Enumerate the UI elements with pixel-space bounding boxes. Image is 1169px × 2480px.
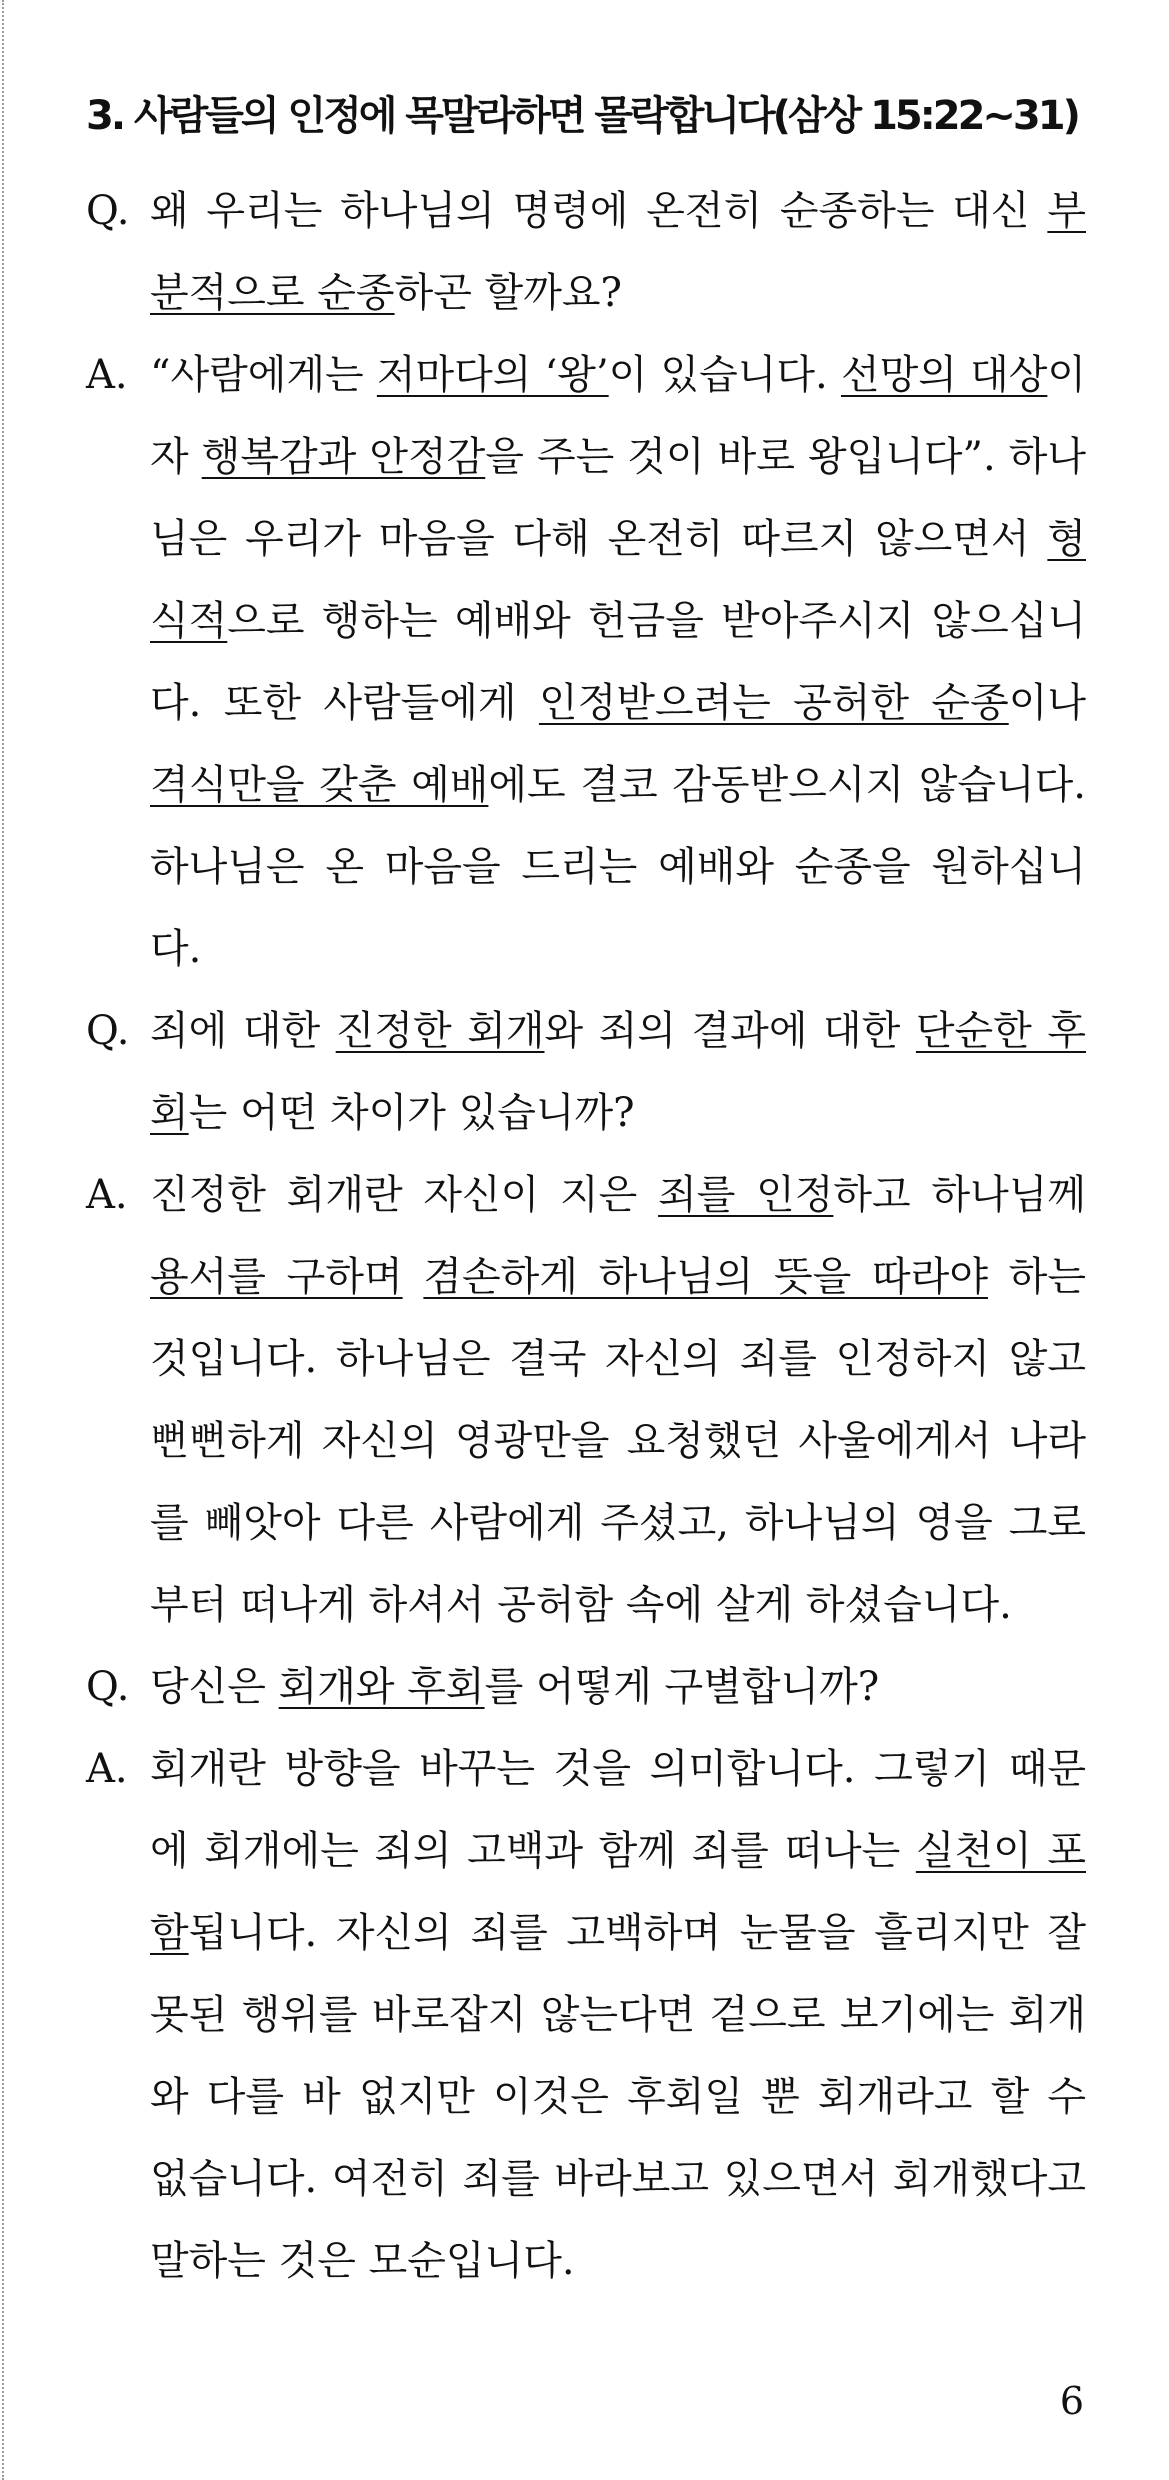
underlined-phrase: 인정받으려는 공허한 순종 [538,680,1009,726]
qa-paragraph [150,1154,1086,1646]
text-segment: 을 주는 것이 바로 왕입니다”. 하나님은 우리가 마음을 다해 온전히 따르지 않으면서 [150,434,1087,562]
qa-marker: Q. [86,1664,130,1710]
underlined-phrase: 행복감과 안정감 [201,434,486,480]
qa-item [86,170,1086,334]
qa-item [86,990,1086,1154]
text-segment: 회개란 방향을 바꾸는 것을 의미합니다. 그렇기 때문에 회개에는 죄의 고백과 함께 죄를 떠나는 [150,1746,1086,1874]
qa-marker: A. [86,352,128,398]
left-border-dotted-line [2,0,4,2480]
text-segment: 이나 [1008,680,1086,726]
underlined-phrase: 단순한 후회 [150,1008,1087,1136]
qa-paragraph [150,170,1086,334]
qa-paragraph [150,334,1086,990]
underlined-phrase: 부분적으로 순종 [150,188,1086,316]
text-segment: 를 어떻게 구별합니까? [484,1664,880,1710]
text-segment: 왜 우리는 하나님의 명령에 온전히 순종하는 대신 [150,188,1048,234]
text-segment [403,1254,424,1300]
underlined-phrase: 형식적 [150,516,1086,644]
qa-marker: Q. [86,188,130,234]
text-segment: 하고 하나님께 [833,1172,1087,1218]
text-segment: 진정한 회개란 자신이 지은 [150,1172,659,1218]
underlined-phrase: 저마다의 ‘왕’ [376,352,609,398]
underlined-phrase: 용서를 구하며 [150,1254,403,1300]
underlined-phrase: 죄를 인정 [658,1172,834,1218]
underlined-phrase: 격식만을 갖춘 예배 [150,762,489,808]
qa-paragraph [150,1728,1086,2302]
underlined-phrase: 회개와 후회 [278,1664,485,1710]
qa-paragraph [150,1646,1086,1728]
text-segment: 에도 결코 감동받으시지 않습니다. 하나님은 온 마음을 드리는 예배와 순종을 원하십니다. [150,762,1086,972]
qa-marker: Q. [86,1008,130,1054]
text-segment: 와 죄의 결과에 대한 [544,1008,916,1054]
qa-item [86,1154,1086,1646]
text-segment: “사람에게는 [150,352,377,398]
underlined-phrase: 진정한 회개 [335,1008,545,1054]
text-segment: 하는 것입니다. 하나님은 결국 자신의 죄를 인정하지 않고 뻔뻔하게 자신의 영광만을 요청했던 사울에게서 나라를 빼앗아 다른 사람에게 주셨고, 하나님의 영을 그로부터 떠나게 하셔서 공허함 속에 살게 하셨습니다. [150,1254,1087,1628]
qa-paragraph [150,990,1086,1154]
text-segment: 이자 [150,352,1086,480]
qa-marker: A. [86,1746,128,1792]
underlined-phrase: 겸손하게 하나님의 뜻을 따라야 [423,1254,988,1300]
text-segment: 는 어떤 차이가 있습니까? [188,1090,635,1136]
underlined-phrase: 실천이 포함 [150,1828,1086,1956]
qa-item [86,1646,1086,1728]
document-page [86,88,1086,2302]
qa-item [86,334,1086,990]
text-segment: 당신은 [150,1664,279,1710]
qa-marker: A. [86,1172,128,1218]
section-heading: 3. 사람들의 인정에 목말라하면 몰락합니다(삼상 15:22~31) [86,93,1078,139]
qa-item [86,1728,1086,2302]
page-number: 6 [1059,2379,1084,2423]
text-segment: 이 있습니다. [608,352,841,398]
text-segment: 죄에 대한 [150,1008,336,1054]
text-segment: 됩니다. 자신의 죄를 고백하며 눈물을 흘리지만 잘못된 행위를 바로잡지 않는다면 겉으로 보기에는 회개와 다를 바 없지만 이것은 후회일 뿐 회개라고 할 수 없습니다. 여전히 죄를 바라보고 있으면서 회개했다고 말하는 것은 모순입니다. [150,1910,1086,2284]
underlined-phrase: 선망의 대상 [840,352,1048,398]
text-segment: 하곤 할까요? [394,270,622,316]
text-segment: 으로 행하는 예배와 헌금을 받아주시지 않으십니다. 또한 사람들에게 [150,598,1086,726]
